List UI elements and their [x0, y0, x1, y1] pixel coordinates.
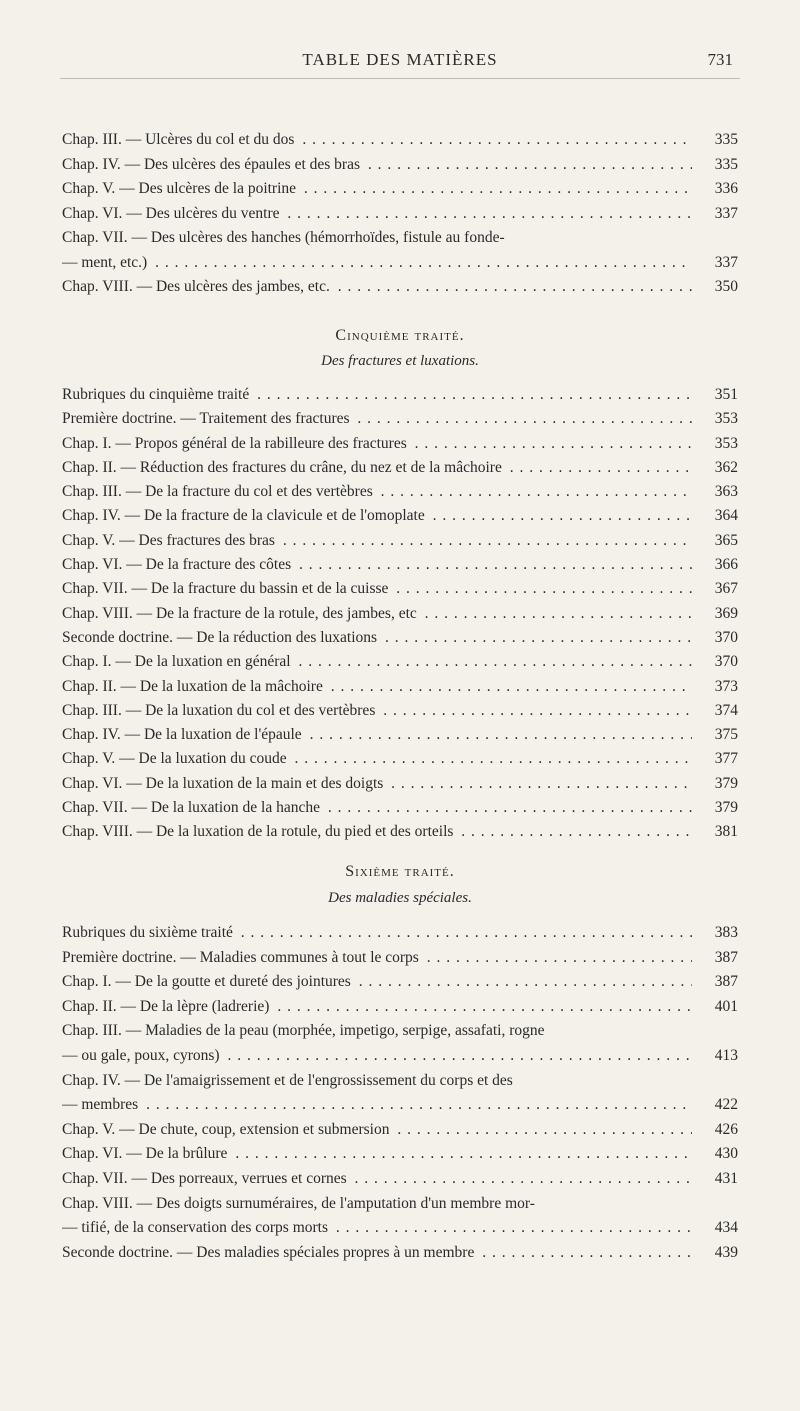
toc-entry [62, 772, 738, 796]
toc-entry-leader [62, 553, 692, 577]
toc-entry [62, 995, 738, 1020]
toc-entry-page: 377 [696, 747, 738, 771]
toc-entry-leader [62, 1118, 692, 1143]
toc-entry-page: 413 [696, 1044, 738, 1069]
section-heading-fifth-treatise: Cinquième traité. [335, 327, 465, 344]
toc-entry-page: 353 [696, 432, 738, 456]
toc-entry-leader [62, 1069, 692, 1094]
toc-entry [62, 275, 738, 300]
toc-entry-label: Chap. V. — De la luxation du coude [62, 750, 290, 767]
toc-entry [62, 1044, 738, 1069]
toc-entry-leader [62, 529, 692, 553]
toc-entry-page: 363 [696, 480, 738, 504]
toc-entry-leader [62, 177, 692, 202]
toc-entry-label: Chap. V. — Des ulcères de la poitrine [62, 180, 299, 197]
toc-entry-label: Chap. VII. — De la fracture du bassin et de la cuisse [62, 580, 391, 597]
toc-entry-label: Chap. IV. — De la luxation de l'épaule [62, 726, 305, 743]
toc-entry-leader [62, 1241, 692, 1266]
toc-entry-page: 374 [696, 699, 738, 723]
toc-entry-leader [62, 921, 692, 946]
toc-entry [62, 699, 738, 723]
toc-entry [62, 153, 738, 178]
toc-entry [62, 529, 738, 553]
toc-entry-leader [62, 1044, 692, 1069]
toc-entry-page: 383 [696, 921, 738, 946]
toc-entry [62, 1069, 738, 1094]
toc-entry-label: Chap. III. — Ulcères du col et du dos [62, 131, 297, 148]
toc-entry-label: Rubriques du cinquième traité [62, 386, 252, 403]
toc-entry-leader [62, 456, 692, 480]
toc-entry-label: Chap. II. — Réduction des fractures du crâne, du nez et de la mâchoire [62, 459, 505, 476]
toc-entry-page: 430 [696, 1142, 738, 1167]
toc-entry-page: 373 [696, 675, 738, 699]
toc-entry [62, 602, 738, 626]
toc-entry-leader [62, 820, 692, 844]
toc-entry-label: Chap. III. — Maladies de la peau (morphée, impetigo, serpige, assafati, rogne [62, 1022, 548, 1039]
section-subtitle-fifth-treatise: Des fractures et luxations. [321, 353, 479, 369]
toc-entry-leader [62, 1142, 692, 1167]
toc-entry-leader [62, 275, 692, 300]
toc-entry-label: Chap. IV. — Des ulcères des épaules et des bras [62, 156, 363, 173]
toc-entry-label: Chap. VII. — De la luxation de la hanche [62, 799, 323, 816]
toc-entry-leader [62, 202, 692, 227]
toc-entry-page: 369 [696, 602, 738, 626]
toc-entry [62, 796, 738, 820]
toc-entry [62, 675, 738, 699]
toc-entry-leader [62, 1167, 692, 1192]
section-subtitle-sixth-treatise: Des maladies spéciales. [328, 890, 472, 906]
toc-entry-page: 370 [696, 626, 738, 650]
toc-entry-page: 439 [696, 1241, 738, 1266]
running-head [0, 50, 800, 76]
toc-entry [62, 1142, 738, 1167]
toc-entry-label: Chap. VIII. — Des ulcères des jambes, etc. [62, 278, 333, 295]
toc-entry-leader [62, 699, 692, 723]
toc-block-fifth-treatise [62, 383, 738, 845]
toc-entry [62, 456, 738, 480]
toc-entry-leader [62, 1216, 692, 1241]
toc-entry-leader [62, 747, 692, 771]
toc-entry [62, 650, 738, 674]
toc-entry [62, 626, 738, 650]
toc-entry-label: Chap. VI. — De la luxation de la main et des doigts [62, 775, 386, 792]
toc-entry-page: 351 [696, 383, 738, 407]
toc-entry-label: Chap. V. — De chute, coup, extension et submersion [62, 1121, 392, 1138]
toc-entry-leader [62, 432, 692, 456]
toc-entry-page: 353 [696, 407, 738, 431]
toc-entry-leader [62, 1192, 692, 1217]
toc-entry [62, 383, 738, 407]
toc-entry-label: Chap. VII. — Des ulcères des hanches (hémorrhoïdes, fistule au fonde- [62, 229, 508, 246]
toc-entry-label: Seconde doctrine. — Des maladies spéciales propres à un membre [62, 1244, 477, 1261]
toc-entry-leader [62, 153, 692, 178]
toc-entry-label: Chap. IV. — De l'amaigrissement et de l'engrossissement du corps et des [62, 1072, 516, 1089]
toc-entry [62, 970, 738, 995]
toc-entry [62, 504, 738, 528]
toc-entry-page: 337 [696, 202, 738, 227]
toc-entry-page: 350 [696, 275, 738, 300]
toc-entry-page: 431 [696, 1167, 738, 1192]
toc-entry-page: 379 [696, 772, 738, 796]
toc-entry-leader [62, 1019, 692, 1044]
toc-entry-leader [62, 407, 692, 431]
toc-entry-label: Première doctrine. — Traitement des fractures [62, 410, 353, 427]
toc-entry-label: Chap. VI. — Des ulcères du ventre [62, 205, 283, 222]
toc-entry-leader [62, 226, 692, 251]
toc-entry [62, 202, 738, 227]
toc-entry-page: 387 [696, 970, 738, 995]
toc-entry-label: Chap. VIII. — De la luxation de la rotule, du pied et des orteils [62, 823, 456, 840]
toc-entry [62, 820, 738, 844]
toc-entry [62, 577, 738, 601]
toc-entry-label: — ou gale, poux, cyrons) [62, 1047, 223, 1064]
toc-entry-label: Chap. III. — De la fracture du col et des vertèbres [62, 483, 376, 500]
page-number: 731 [707, 50, 733, 69]
toc-entry-page: 434 [696, 1216, 738, 1241]
toc-entry-label: — membres [62, 1096, 141, 1113]
toc-entry-page: 370 [696, 650, 738, 674]
toc-entry [62, 1216, 738, 1241]
toc-entry-label: Chap. VIII. — De la fracture de la rotule, des jambes, etc [62, 605, 420, 622]
toc-entry-page: 379 [696, 796, 738, 820]
toc-entry-page: 381 [696, 820, 738, 844]
toc-entry-leader [62, 772, 692, 796]
toc-entry-leader [62, 383, 692, 407]
toc-entry [62, 1192, 738, 1217]
toc-entry-label: Première doctrine. — Maladies communes à tout le corps [62, 949, 422, 966]
toc-entry-label: Chap. I. — De la luxation en général [62, 653, 294, 670]
toc-entry [62, 1241, 738, 1266]
toc-entry-page: 401 [696, 995, 738, 1020]
toc-entry-leader [62, 626, 692, 650]
toc-entry-leader [62, 970, 692, 995]
toc-entry [62, 1093, 738, 1118]
toc-entry-page: 375 [696, 723, 738, 747]
toc-entry-leader [62, 602, 692, 626]
toc-entry [62, 407, 738, 431]
toc-entry [62, 226, 738, 251]
toc-entry-page: 337 [696, 251, 738, 276]
toc-entry [62, 128, 738, 153]
toc-entry-label: — ment, etc.) [62, 254, 150, 271]
toc-entry [62, 1167, 738, 1192]
toc-entry [62, 177, 738, 202]
toc-entry [62, 251, 738, 276]
toc-entry-label: Chap. II. — De la lèpre (ladrerie) [62, 998, 272, 1015]
toc-entry-label: Rubriques du sixième traité [62, 924, 236, 941]
toc-entry-leader [62, 796, 692, 820]
toc-entry-page: 366 [696, 553, 738, 577]
header-rule [60, 78, 740, 79]
toc-entry-leader [62, 995, 692, 1020]
toc-entry-label: Seconde doctrine. — De la réduction des luxations [62, 629, 380, 646]
toc-entry-page: 422 [696, 1093, 738, 1118]
toc-entry [62, 432, 738, 456]
toc-entry-label: Chap. II. — De la luxation de la mâchoire [62, 678, 326, 695]
toc-entry-page: 426 [696, 1118, 738, 1143]
toc-entry-leader [62, 577, 692, 601]
toc-entry-page: 335 [696, 153, 738, 178]
toc-entry [62, 553, 738, 577]
toc-entry-page: 336 [696, 177, 738, 202]
toc-entry-label: Chap. VIII. — Des doigts surnuméraires, de l'amputation d'un membre mor- [62, 1195, 538, 1212]
section-heading-sixth-treatise: Sixième traité. [345, 863, 455, 880]
toc-entry-leader [62, 128, 692, 153]
toc-entry-label: Chap. III. — De la luxation du col et des vertèbres [62, 702, 378, 719]
toc-entry-page: 335 [696, 128, 738, 153]
toc-entry-leader [62, 723, 692, 747]
toc-entry [62, 747, 738, 771]
toc-entry-leader [62, 946, 692, 971]
toc-entry-page: 367 [696, 577, 738, 601]
toc-entry-leader [62, 504, 692, 528]
toc-entry [62, 1118, 738, 1143]
toc-entry-page: 364 [696, 504, 738, 528]
toc-entry [62, 921, 738, 946]
toc-entry [62, 480, 738, 504]
toc-entry-leader [62, 480, 692, 504]
toc-entry-leader [62, 1093, 692, 1118]
toc-entry-label: Chap. I. — De la goutte et dureté des jointures [62, 973, 354, 990]
toc-entry [62, 723, 738, 747]
toc-entry-label: Chap. V. — Des fractures des bras [62, 532, 278, 549]
toc-entry [62, 1019, 738, 1044]
toc-block-ulcers [62, 128, 738, 300]
running-title: TABLE DES MATIÈRES [302, 50, 498, 69]
toc-entry-label: Chap. VII. — Des porreaux, verrues et cornes [62, 1170, 350, 1187]
toc-entry-page: 387 [696, 946, 738, 971]
toc-entry-page: 365 [696, 529, 738, 553]
toc-block-sixth-treatise [62, 921, 738, 1265]
toc-entry [62, 946, 738, 971]
toc-entry-leader [62, 675, 692, 699]
toc-entry-label: — tifié, de la conservation des corps morts [62, 1219, 331, 1236]
toc-entry-label: Chap. VI. — De la brûlure [62, 1145, 230, 1162]
toc-entry-leader [62, 650, 692, 674]
toc-entry-label: Chap. I. — Propos général de la rabilleure des fractures [62, 435, 410, 452]
toc-entry-page: 362 [696, 456, 738, 480]
toc-entry-leader [62, 251, 692, 276]
toc-entry-label: Chap. IV. — De la fracture de la clavicule et de l'omoplate [62, 507, 428, 524]
toc-entry-label: Chap. VI. — De la fracture des côtes [62, 556, 294, 573]
